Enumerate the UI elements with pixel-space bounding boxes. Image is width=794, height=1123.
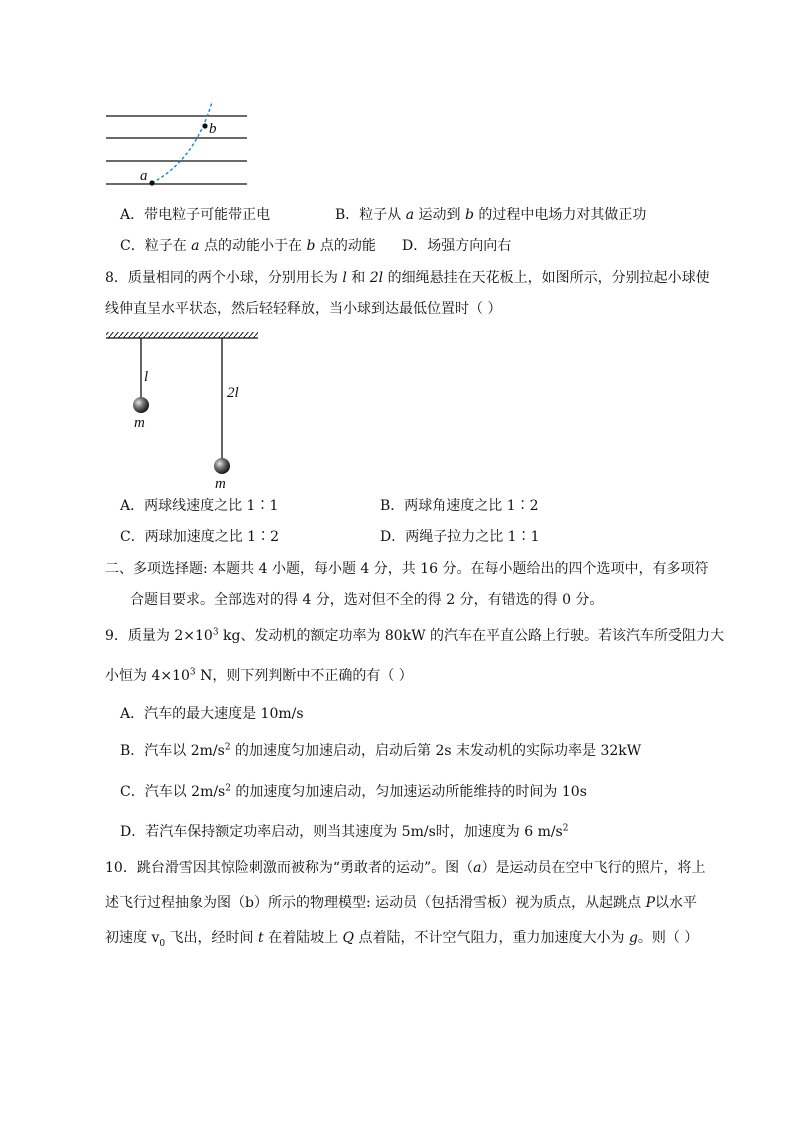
section2-line1: 二、多项选择题: 本题共 4 小题，每小题 4 分，共 16 分。在每小题给出的四个选项中，有多项符: [105, 561, 709, 577]
q8-option-c: C．两球加速度之比 1∶2: [120, 529, 279, 545]
q8-option-b: B．两球角速度之比 1∶2: [380, 498, 539, 514]
q9-option-c: C．汽车以 $2m/s^2$ 的加速度匀加速启动，匀加速运动所能维持的时间为 10s: [120, 783, 587, 800]
q7-option-d: D．场强方向向右: [402, 238, 512, 254]
label-2l: 2l: [227, 385, 239, 401]
point-b-label: b: [209, 121, 217, 137]
q8-option-d: D．两绳子拉力之比 1∶1: [380, 529, 540, 545]
label-m1: m: [134, 415, 145, 431]
q7-option-b: B．粒子从 a 运动到 b 的过程中电场力对其做正功: [335, 207, 647, 223]
ball-short: [133, 397, 149, 413]
q10-stem-line1: 10．跳台滑雪因其惊险刺激而被称为“勇敢者的运动”。图（a）是运动员在空中飞行的照片，将上: [105, 860, 706, 876]
q8-pendulum-figure: [0, 0, 794, 500]
section2-line2: 合题目要求。全部选对的得 4 分，选对但不全的得 2 分，有错选的得 0 分。: [130, 592, 604, 608]
q9-stem-line1: 9．质量为 $2\times 10^3$ kg、发动机的额定功率为 80kW 的汽车在平直公路上行驶。若该汽车所受阻力大: [105, 627, 725, 644]
point-a-label: a: [140, 168, 148, 184]
q9-stem-line2: 小恒为 $4\times 10^3$ N，则下列判断中不正确的有（ ）: [105, 667, 413, 684]
q9-option-b: B．汽车以 $2m/s^2$ 的加速度匀加速启动，启动后第 2s 末发动机的实际功率是 32kW: [120, 742, 642, 759]
label-m2: m: [215, 476, 226, 492]
q9-option-a: A．汽车的最大速度是 10m/s: [120, 706, 304, 722]
q10-stem-line3: 初速度 $v_0$ 飞出，经时间 t 在着陆坡上 Q 点着陆，不计空气阻力，重力加速度大小为 g。则（ ）: [105, 930, 699, 949]
q7-option-c: C．粒子在 a 点的动能小于在 b 点的动能: [120, 238, 376, 254]
q7-option-a: A．带电粒子可能带正电: [120, 207, 271, 223]
q8-stem-line2: 线伸直呈水平状态，然后轻轻释放，当小球到达最低位置时（ ）: [105, 301, 502, 317]
q10-stem-line2: 述飞行过程抽象为图（b）所示的物理模型: 运动员（包括滑雪板）视为质点，从起跳点 P以水平: [105, 895, 697, 911]
ball-long: [214, 458, 230, 474]
q8-option-a: A．两球线速度之比 1∶1: [120, 498, 279, 514]
q8-stem-line1: 8．质量相同的两个小球，分别用长为 l 和 2l 的细绳悬挂在天花板上，如图所示，分别拉起小球使: [105, 270, 710, 286]
ceiling-hatch: [106, 332, 258, 338]
label-l: l: [144, 369, 149, 385]
q9-option-d: D．若汽车保持额定功率启动，则当其速度为 5m/s时，加速度为 6 $m/s^2$: [120, 823, 569, 840]
